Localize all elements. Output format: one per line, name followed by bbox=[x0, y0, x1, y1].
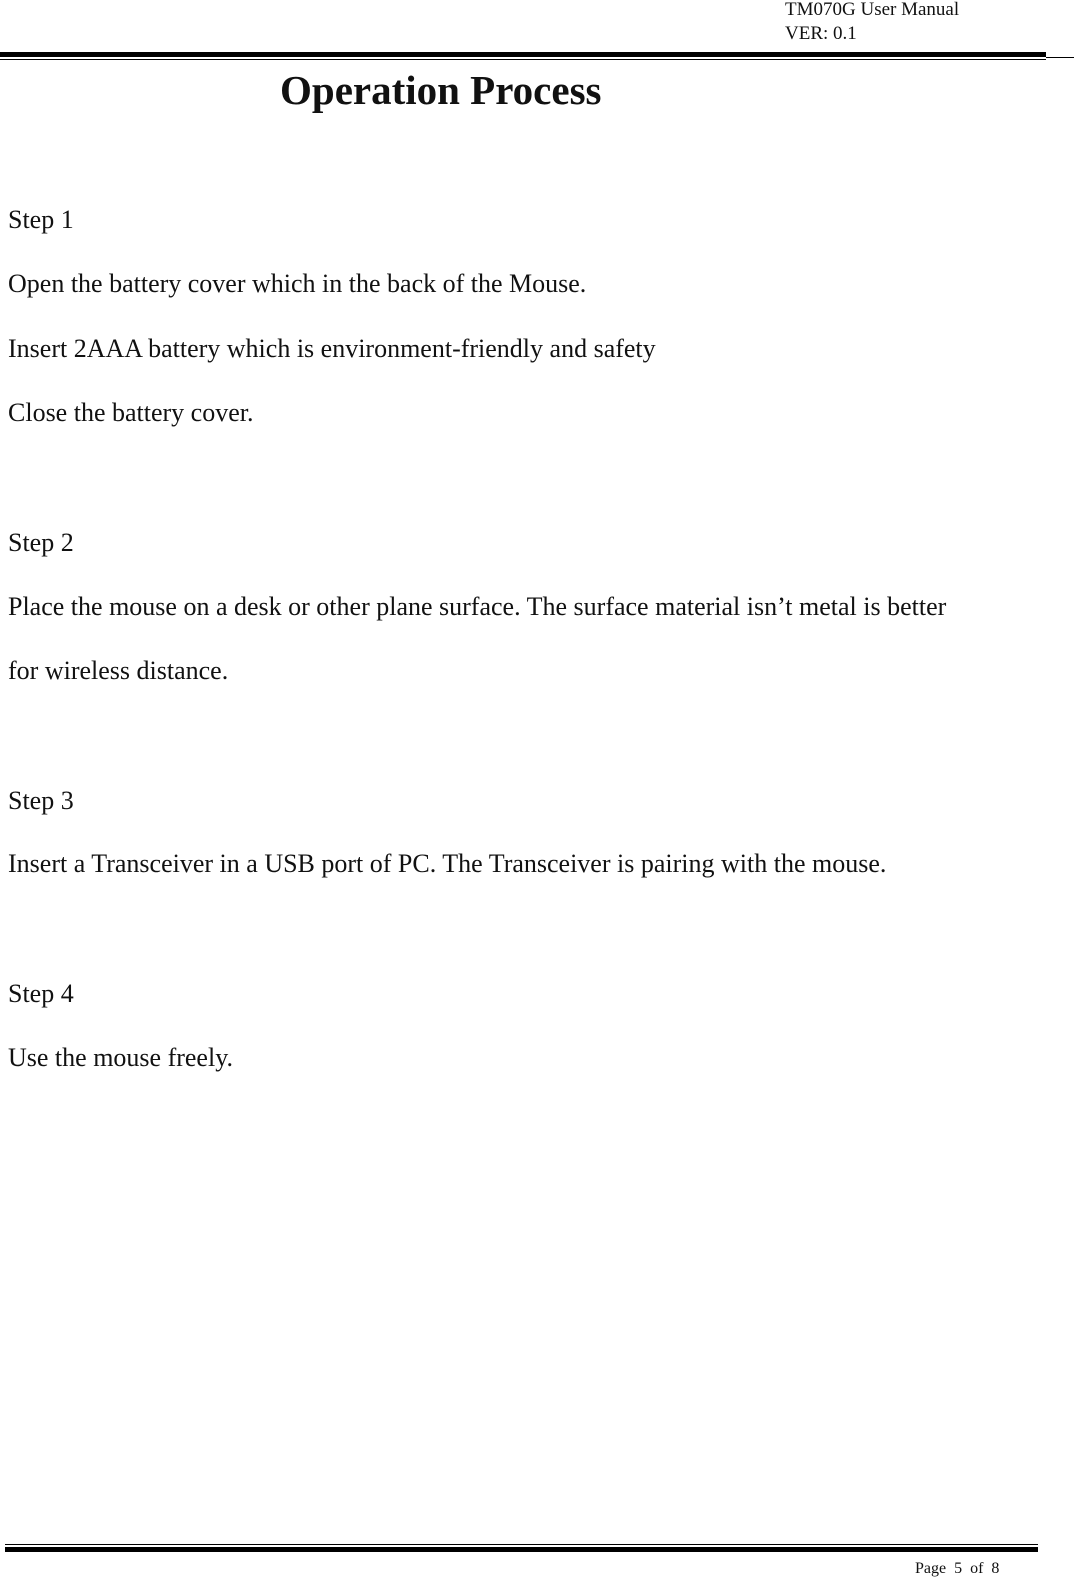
step-1-label: Step 1 bbox=[8, 205, 74, 234]
footer-rule bbox=[5, 1547, 1038, 1552]
step-1-line-1: Open the battery cover which in the back of the Mouse. bbox=[8, 269, 587, 298]
step-4-label: Step 4 bbox=[8, 979, 74, 1008]
header-rule-thin bbox=[0, 59, 1046, 60]
step-1-line-2: Insert 2AAA battery which is environment-friendly and safety bbox=[8, 334, 656, 363]
step-4-line-1: Use the mouse freely. bbox=[8, 1043, 234, 1072]
header-version: VER: 0.1 bbox=[785, 23, 857, 44]
step-2-label: Step 2 bbox=[8, 528, 74, 557]
step-3-label: Step 3 bbox=[8, 786, 74, 815]
header-rule-extension bbox=[1046, 57, 1074, 58]
page-number: Page 5 of 8 bbox=[915, 1560, 1000, 1577]
footer-rule-thin bbox=[5, 1544, 1038, 1545]
step-2-line-1: Place the mouse on a desk or other plane surface. The surface material isn’t metal is better bbox=[8, 592, 947, 621]
step-3-line-1: Insert a Transceiver in a USB port of PC. The Transceiver is pairing with the mouse. bbox=[8, 849, 887, 878]
header-rule bbox=[0, 52, 1046, 57]
header-manual-title: TM070G User Manual bbox=[785, 0, 960, 20]
page-title: Operation Process bbox=[280, 67, 602, 113]
step-1-line-3: Close the battery cover. bbox=[8, 398, 254, 427]
step-2-line-2: for wireless distance. bbox=[8, 656, 229, 685]
